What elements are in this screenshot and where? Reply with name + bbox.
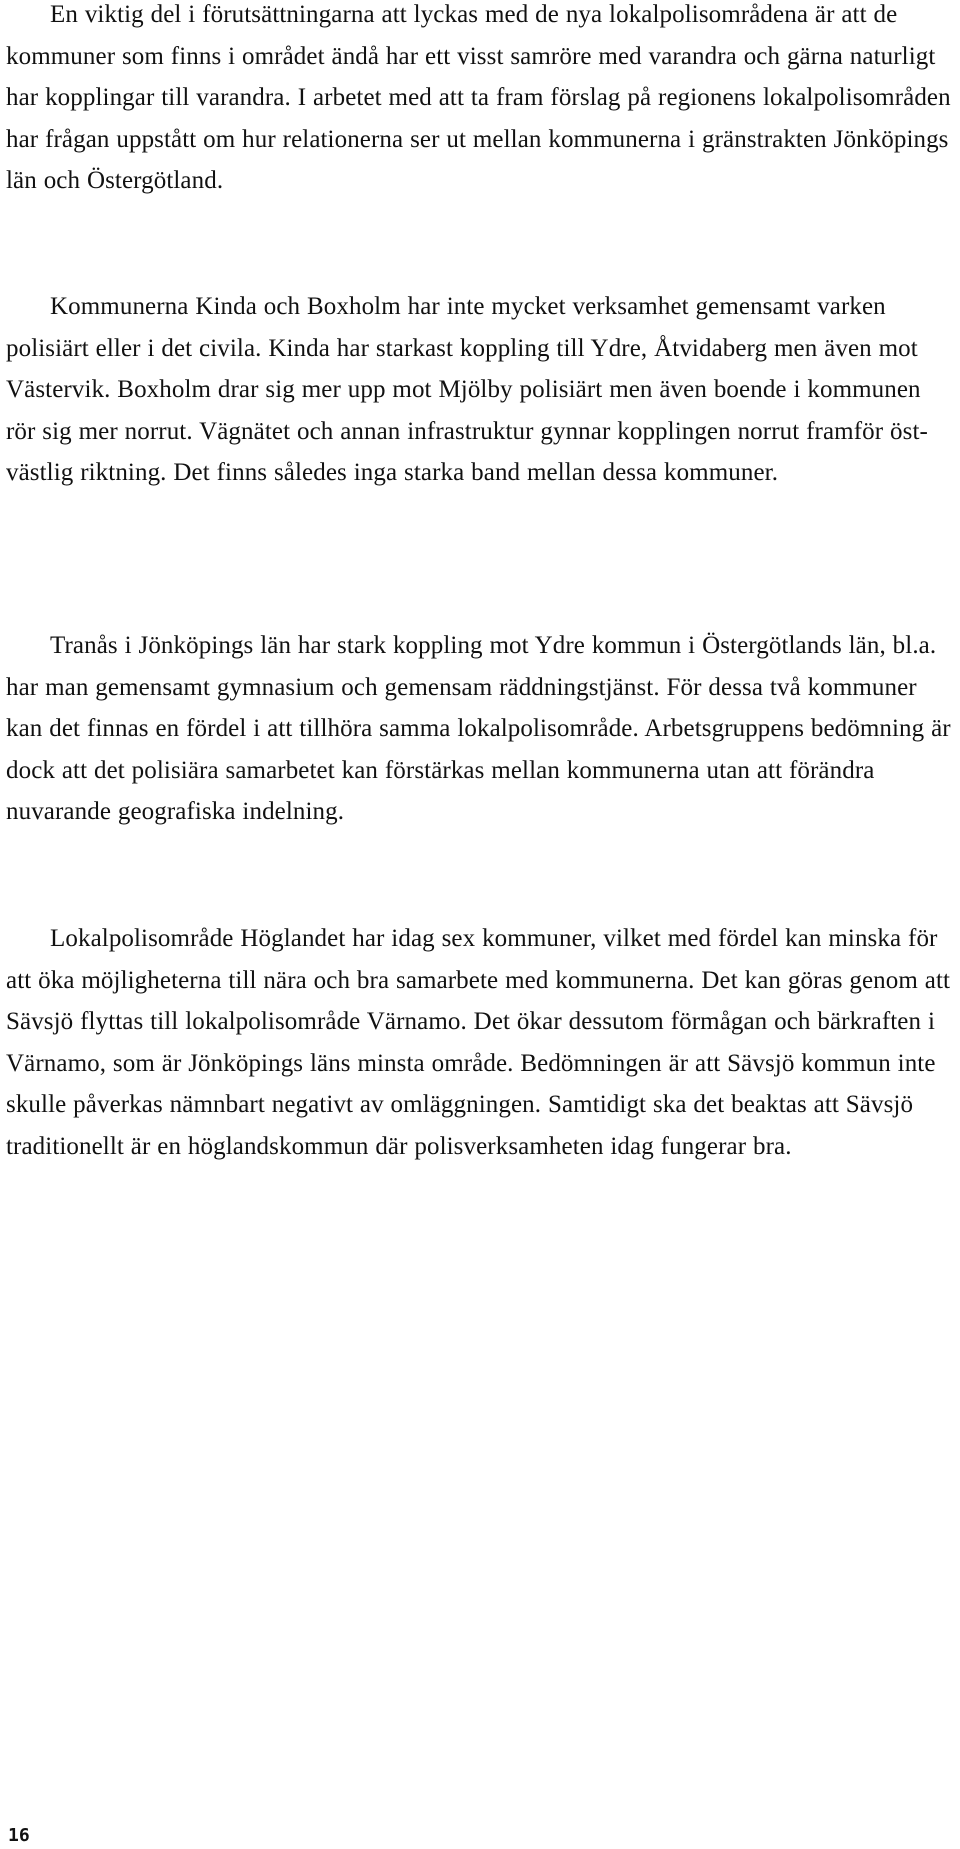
paragraph-4: Lokalpolisområde Höglandet har idag sex kommuner, vilket med fördel kan minska för att öka möjligheterna till nära och bra samarbete med kommunerna. Det kan göras genom att Sävsjö flyttas till lokalpolisområde Värnamo. Det ökar dessutom förmågan och bärkraften i Värnamo, som är Jönköpings läns minsta område. Bedömningen är att Sävsjö kommun inte skulle påverkas nämnbart negativt av omläggningen. Samtidigt ska det beaktas att Sävsjö traditionellt är en höglandskommun där polisverksamheten idag fungerar bra. xyxy=(6,925,951,1160)
paragraph-1: En viktig del i förutsättningarna att lyckas med de nya lokalpolisområdena är att de kommuner som finns i området ändå har ett visst samröre med varandra och gärna naturligt har kopplingar till varandra. I arbetet med att ta fram förslag på regionens lokalpolisområden har frågan uppstått om hur relationerna ser ut mellan kommunerna i gränstrakten Jönköpings län och Östergötland. xyxy=(6,1,951,195)
page-number: 16 xyxy=(8,1825,30,1846)
paragraph-3: Tranås i Jönköpings län har stark koppling mot Ydre kommun i Östergötlands län, bl.a. har man gemensamt gymnasium och gemensam räddningstjänst. För dessa två kommuner kan det finnas en fördel i att tillhöra samma lokalpolisområde. Arbetsgruppens bedömning är dock att det polisiära samarbetet kan förstärkas mellan kommunerna utan att förändra nuvarande geografiska indelning. xyxy=(6,632,951,826)
paragraph-2: Kommunerna Kinda och Boxholm har inte mycket verksamhet gemensamt varken polisiärt eller i det civila. Kinda har starkast koppling till Ydre, Åtvidaberg men även mot Västervik. Boxholm drar sig mer upp mot Mjölby polisiärt men även boende i kommunen rör sig mer norrut. Vägnätet och annan infrastruktur gynnar kopplingen norrut framför öst-västlig riktning. Det finns således inga starka band mellan dessa kommuner. xyxy=(6,293,928,487)
